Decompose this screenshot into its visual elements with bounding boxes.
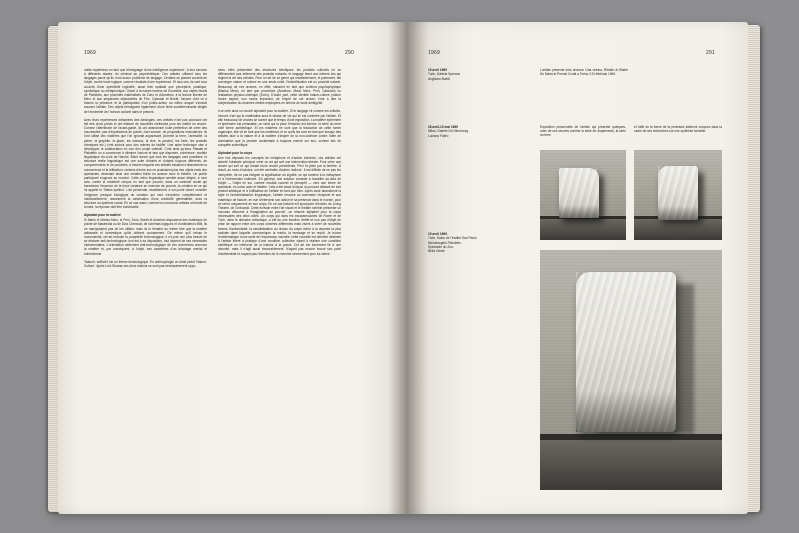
photo-bottom: [540, 250, 722, 490]
paragraph: L'artiste présente trois œuvres: Una vetrina, Ritratto di Walter De Maria et Prendo il sofà a Torino il 24 febbraio 1969.: [540, 68, 628, 77]
draped-cloth: [576, 272, 676, 432]
subheading: Alphabet pour la matière: [84, 213, 121, 218]
right-column-3: [540, 68, 628, 80]
caption-date: 19 avril 1969: [428, 232, 447, 236]
draped-cloth: [658, 166, 698, 220]
caption-line: Milan, Galerie De Nieubourg: [428, 129, 469, 134]
right-column-5: [634, 125, 722, 137]
caption-line: Luciano Fabro: [428, 133, 449, 138]
right-folio: 291: [706, 50, 715, 56]
right-running-head-year: 1969: [428, 50, 440, 56]
caption-line: Turin, Galeria Sperone: [428, 72, 461, 77]
right-page-edges: [746, 25, 760, 512]
left-folio: 290: [345, 50, 354, 56]
caption-line: Michelangelo Pistoletto: [428, 240, 461, 245]
caption-turin-sperone: [428, 68, 514, 81]
right-page: [406, 22, 748, 514]
left-column-1: [84, 68, 207, 272]
caption-turin-san-paolo: [428, 232, 518, 253]
left-running-head-year: 1969: [84, 50, 96, 56]
left-page: [58, 22, 406, 514]
gallery-floor: [540, 437, 722, 490]
paragraph: 'Naturel- artificiel' est un thème technologique. En anthropologie on dirait plutôt 'Nature-Culture'. Après Lévi-Strauss ces deux notions ne sont pas nécessairement oppo-: [84, 259, 207, 268]
caption-line: Turin, Salon de l'Institut San Paolo: [428, 236, 477, 241]
caption-date: 19 avril 1969: [428, 68, 447, 72]
subheading: Alphabet pour la corps: [218, 150, 253, 155]
paragraph: notita mystérieux en tant que témoignage d'une intelligence supérieure', à leur secours à différents stades: du minimal au psychédélique. Ces artistes utilisent tous les langages parce qu'ils n'ont aucun problème de langage. Certains se placent au-delà de l'objet, contre toute logique, comme résultats d'une expérience. Et tous ces, ils vont tous au-delà d'une spécificité logicielle, aussi bien spatiale que perceptive, plastique, symbolique ou métaphorique. Grâce à la nature inverse de Koumélis, aux objets rituels de Pistoletto, aux procédés matérialisés de Zorio et d'Anselmo, à la lecture libérée de Merz et aux séquences objectuelles de Piro, Calzolari et Boetti, l'œuvre d'art vit à travers la présence et la participation d'un public-acteur au milieu duquel s'instruit souvent l'artiste. Des objets témoignent également d'une fiche surdéterminante dirigée de l'ensemble de l'horizon culturel dans le présent.: [84, 68, 207, 114]
paragraph: Avec leurs expériences détachées des idéologies, ces artistes n'ont pas poursuivi ont fait des choix précis et ont élaboré de nouvelles méthodes pour les mettre en œuvre. Comme l'attentisme de l'avant-garde, ils ont abandonné toute prétention de créer des nouveautés: pas d'expressions de pointe, d'art avancé, de propositions innovatrices: ils l'ont utilisé des matières que l'on ignorait auparavant (comme la terre, l'animalité, la pierre, la graphite, la glace, les oiseaux, la vive, la poudre), les fixés, les produits chimiques etc.) c'est surtout pour des relevés de facilité. Une autre technique vise à développer la collaboration en vue d'un projet collectif. C'est ainsi qu'avec Passait et Pistoletto on a commencé à éliminer l'œuvre et tant que disposée, cohérence, modèle linguistique vis-à-vis de Harcbir. Étant donné que tous les langages sont possibles, la structure réelle linguistique est une suite d'écarts et d'objets toujours différents, de comportements et de procédés, à travers lesquels ces artistes essaient d'abandonner la concurrence et la réification: certains d'entre eux ne produisent plus des objets mais des spectacles, devenant ainsi une création fluide en avance avec le théâtre. Un public participant s'oppose au marché. Cette vidéo linguistique semble aussi dirigée, à mon avis, contre la créativité conçue en tant que pouvoir, dans un contexte social qui transforme l'essence de la force créatrice en exercice de pouvoir, la création en ce qui lui appelle le 'Status symbol'. L'art percevrait, visuellement, à son point visuel: concilier l'exigence presque biologique du créateur qui veut s'exprimer complètement et individuellement, notamment la valorisation d'une créativité généralisée, avec la structure du système social. En ce cas aussi, comme les nouveaux artistes ont tenté de la faire, la réponse doit être individuelle.: [84, 117, 207, 209]
wall-baseboard: [540, 434, 722, 440]
photo-top-right: [634, 150, 722, 240]
paragraph: Une fois déposés les concepts de métaphore et d'action indirecte, ces artistes ont abordé l'obstacle principal: créer un art qui soit une intervention directe. Pour créer une œuvre qui soit ce qui restait d'une œuvre précédente, Prini l'a jetée par la fenêtre. À résult, au mois d'octobre, ont été centrales d'autres 'actions'. Il est difficile de ne pas les interpréter, de ne pas éloigner la signification du signifié, ce qui ramène à la métaphore et à l'intervention indirecte. En général, une solution consiste à travailler au-delà de l'objet — l'objet en soi, comme résultat concret et perceptif — vers une forme de spectacle, en union avec le théâtre. Cela a été aussi la façon du pouvoir utilisant de tout produit artistique et à l'utilisation de l'artiste en tant que bien. Après avoir abandonné la style et l'autoritéalisation linguistique, l'artiste renonce au sommaire réceptuel et aux matériaux de facture, en vue d'intervenir son action et sa présence dans le monde, pour se servir uniquement de son corps. En ce cas histoire est synonyme d'exister, de Living Theatre, de Grotowski. Cette écrivain entre l'art visuel et le théâtre semble présenter un nouveau détourné à l'imagination au pouvoir', un résumé alphabet pour la corps nécessaires des deux côtés. Un corps qui dans les escaramouches de Rome et de Turin, dans le domaine arthodique, a été du une fonction d'effet et non pas d'objet de prise de rapport entre des corps sincères différentes mais visent à créer de nouvelles formes d'authenticité: la sensibilisation au niveau du corps mène à la réponse la plus radicale dans laquelle communiquer la média, la message et se reçoit. Je trouve l'emblématique d'une sorte de l'expression nouvelle: cette nouvelle est dernière destinée à l'artiste libéré à pratique d'une condition collective visant à réaliser une condition esthétique en intervenir de la histoire à la praxis. Cet art est forcément lié à une minorité, mais il n'agit aussi inexorablement. N'ayant pas encore trouvé son point d'authenticité et n'ayant pas l'intention de le chercher sévèrement pour lui-même.: [218, 155, 341, 256]
caption-line: Spectacle du Zoo:: [428, 244, 454, 249]
open-book: [58, 22, 748, 514]
caption-line: Bella Gente: [428, 249, 445, 254]
paragraph: il se crée ainsi un nouvel alphabet pour la matière. Si le langage vit comme les cellules, l'œuvre d'art qui le matérialise aura le devise de vie qui lui est conférée par l'artiste. Et afin beaucoup de choses se durent que le temps d'une exposition. La matière éphémère et éphémère est périssable, un sens qui la pose l'émotion est interne, la série du terre côté forme authentique. Et les matières ne sont que la traduction de cette forme organique, elle vit en tant que les matériaux et ce qu'ils les sont en tant que lorsque des artistes face à la nature et à la matière s'inspire de la non-violence contre l'idée de domination que la pensée occidentale a toujours exercé sur eux, comme lots de conquête scientifique.: [218, 109, 341, 147]
left-column-2: [218, 68, 341, 260]
photo-top-left: [540, 150, 626, 240]
paragraph: sées: elles présentent des structures identiques: les produits culturels ne se différencient pas tellement des produits naturels, le langage étant aux mêmes lois qui règlent la vie des cellules. Pour un art de ce genre qui manifestement, et justement, fait converger nature et culture en une seule unité, l'indentification est un procédé naturel. Beaucoup de ces œuvres, en effet, naissent en tant que schéma psychophysique (Marisa Merz), en tant que procédure (Anselmo, Mario Merz, Prini, Calzolari) ou réalisation physico-chimique (Zorio). D'autre part, cette identité nature-culture (nature l'autre aspect, non moins important, de l'esprit de cet œuvre; c'est à dire la subjectivation du données réelles employées en dehors de toute ambiguïté.: [218, 68, 341, 106]
paragraph: et l'affe de la forme de la péninsule italienne conçues dans la cadre de ses recherches sur une synthèse formelle.: [634, 125, 722, 134]
caption-date: 28 avril-10 mai 1969: [428, 125, 458, 129]
paragraph: Si Mario et Marisa Merz, si Prini, Zorio, Boetti et Anselmo dispossent des matériaux de pointe de Maseeolia ou de Dow Chemical, de schémas logiques et d'ordinateurs IBM, ils ne manipulaient pas de les utiliser, mais ils le feraient au même titre que la matière artisanale et domestique qu'ils utilisent couramment. De même qu'il refuse le monumental, cet art redoute la prospérité technologique: il n'a pas non plus besoin de se déclarer anti-technologique: tout est à sa disposition, tout dépend de ses nécessités instrumentales. L'orientation nettement anti-technologique de ces recherches annonce la matière et, par conséquent, à l'objet, ses caractères d'un bricolage menial et bohémienne.: [84, 218, 207, 256]
caption-line: Anghiaro Boetti: [428, 76, 450, 81]
caption-milan-nieubourg: [428, 125, 514, 138]
right-column-4: [540, 125, 626, 141]
paragraph: Exposition personnelle de l'artiste qui présente quelques-unes de ses œuvres comme la série de drapements, la série du terre: [540, 125, 626, 138]
draped-cloth: [559, 168, 599, 218]
